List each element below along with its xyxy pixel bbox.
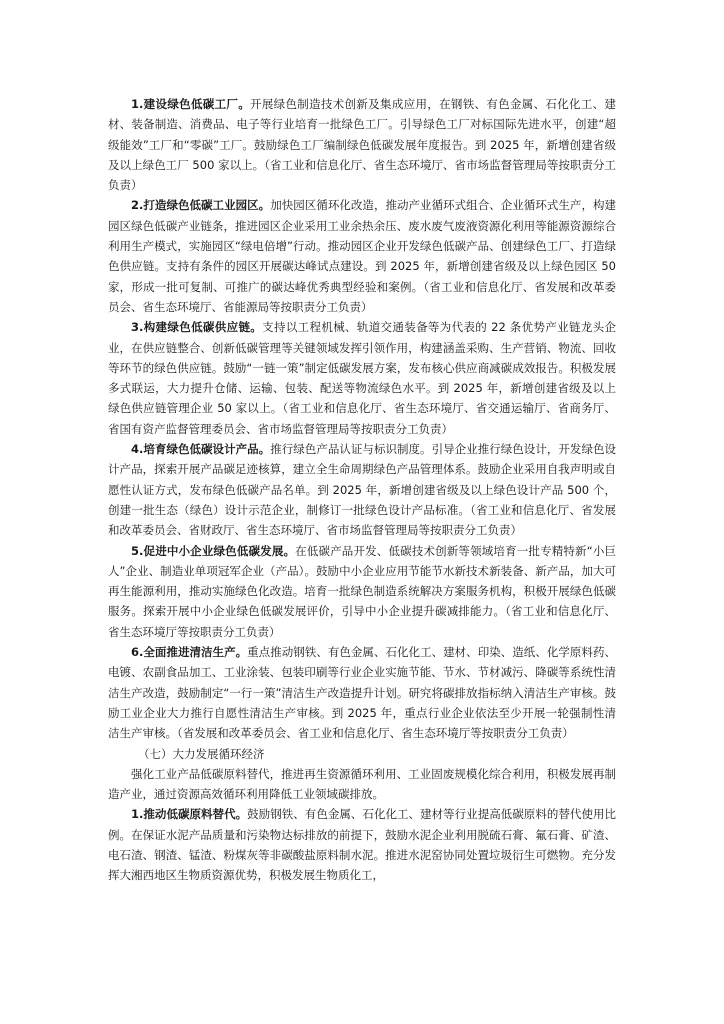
- paragraph-low-carbon-materials: [108, 804, 616, 885]
- paragraph-clean-production: [108, 642, 616, 743]
- paragraph-lead: 1.推动低碳原料替代。: [131, 807, 248, 822]
- paragraph-lead: 1.建设绿色低碳工厂。: [131, 97, 251, 111]
- paragraph-text: 推行绿色产品认证与标识制度。引导企业推行绿色设计，开发绿色设计产品，探索开展产品碳足迹核算，建立全生命周期绿色产品管理体系。鼓励企业采用自我声明或自愿性认证方式，发布绿色低碳产品名单。到 2025 年，新增创建省级及以上绿色设计产品 500 个，创建一批生态（绿色）设计示范企业，制修订一批绿色设计产品标准。（省工业和信息化厅、省发展和改革委员会、省财政厅、省生态环境厅、省市场监督管理局等按职责分工负责）: [108, 442, 616, 538]
- paragraph-text: 加快园区循环化改造，推动产业循环式组合、企业循环式生产，构建园区绿色低碳产业链条，推进园区企业采用工业余热余压、废水废气废液资源化利用等能源资源综合利用生产模式，实施园区“绿电倍增”行动。推动园区企业开发绿色低碳产品、创建绿色工厂、打造绿色供应链。支持有条件的园区开展碳达峰试点建设。到 2025 年，新增创建省级及以上绿色园区 50 家，形成一批可复制、可推广的碳达峰优秀典型经验和案例。（省工业和信息化厅、省发展和改革委员会、省生态环境厅、省能源局等按职责分工负责）: [108, 198, 616, 314]
- paragraph-text: 鼓励钢铁、有色金属、石化化工、建材等行业提高低碳原料的替代使用比例。在保证水泥产品质量和污染物达标排放的前提下，鼓励水泥企业利用脱硫石膏、氟石膏、矿渣、电石渣、钢渣、锰渣、粉煤灰等非碳酸盐原料制水泥。推进水泥窑协同处置垃圾衍生可燃物。充分发挥大湘西地区生物质资源优势，积极发展生物质化工，: [108, 807, 617, 883]
- document-body: [108, 94, 616, 886]
- paragraph-sme-development: [108, 541, 616, 642]
- paragraph-green-park: [108, 195, 616, 317]
- paragraph-text: 支持以工程机械、轨道交通装备等为代表的 22 条优势产业链龙头企业，在供应链整合、创新低碳管理等关键领域发挥引领作用，构建涵盖采购、生产营销、物流、回收等环节的绿色供应链。鼓励“一链一策”制定低碳发展方案，发布核心供应商减碳成效报告。积极发展多式联运，大力提升仓储、运输、包装、配送等物流绿色水平。到 2025 年，新增创建省级及以上绿色供应链管理企业 50 家以上。（省工业和信息化厅、省生态环境厅、省交通运输厅、省商务厅、省国有资产监督管理委员会、省市场监督管理局等按职责分工负责）: [108, 320, 616, 436]
- paragraph-green-factory: [108, 94, 616, 195]
- paragraph-lead: 3.构建绿色低碳供应链。: [131, 320, 263, 335]
- paragraph-text: 在低碳产品开发、低碳技术创新等领域培育一批专精特新“小巨人”企业、制造业单项冠军企业（产品）。鼓励中小企业应用节能节水新技术新装备、新产品，加大可再生能源利用，推动实施绿色化改造。培育一批绿色制造系统解决方案服务机构，积极开展绿色低碳服务。探索开展中小企业绿色低碳发展评价，引导中小企业提升碳减排能力。（省工业和信息化厅、省生态环境厅等按职责分工负责）: [108, 543, 616, 639]
- paragraph-lead: 6.全面推进清洁生产。: [131, 645, 248, 660]
- paragraph-text: 重点推动钢铁、有色金属、石化化工、建材、印染、造纸、化学原料药、电镀、农副食品加工、工业涂装、包装印刷等行业企业实施节能、节水、节材减污、降碳等系统性清洁生产改造，鼓励制定“一行一策”清洁生产改造提升计划。研究将碳排放指标纳入清洁生产审核。鼓励工业企业大力推行自愿性清洁生产审核。到 2025 年，重点行业企业依法至少开展一轮强制性清洁生产审核。（省发展和改革委员会、省工业和信息化厅、省生态环境厅等按职责分工负责）: [108, 645, 617, 741]
- paragraph-lead: 2.打造绿色低碳工业园区。: [131, 198, 271, 213]
- section-intro: 强化工业产品低碳原料替代，推进再生资源循环利用、工业固废规模化综合利用，积极发展再制造产业，通过资源高效循环利用降低工业领域碳排放。: [108, 766, 616, 802]
- paragraph-green-design-products: [108, 439, 616, 540]
- paragraph-text: 开展绿色制造技术创新及集成应用，在钢铁、有色金属、石化化工、建材、装备制造、消费品、电子等行业培育一批绿色工厂。引导绿色工厂对标国际先进水平，创建“超级能效”工厂和“零碳”工厂。鼓励绿色工厂编制绿色低碳发展年度报告。到 2025 年，新增创建省级及以上绿色工厂 500 家以上。（省工业和信息化厅、省生态环境厅、省市场监督管理局等按职责分工负责）: [108, 97, 616, 193]
- paragraph-green-supply-chain: [108, 317, 616, 439]
- paragraph-lead: 4.培育绿色低碳设计产品。: [131, 442, 271, 457]
- section-heading: （七）大力发展循环经济: [138, 746, 265, 761]
- paragraph-lead: 5.促进中小企业绿色低碳发展。: [131, 543, 296, 558]
